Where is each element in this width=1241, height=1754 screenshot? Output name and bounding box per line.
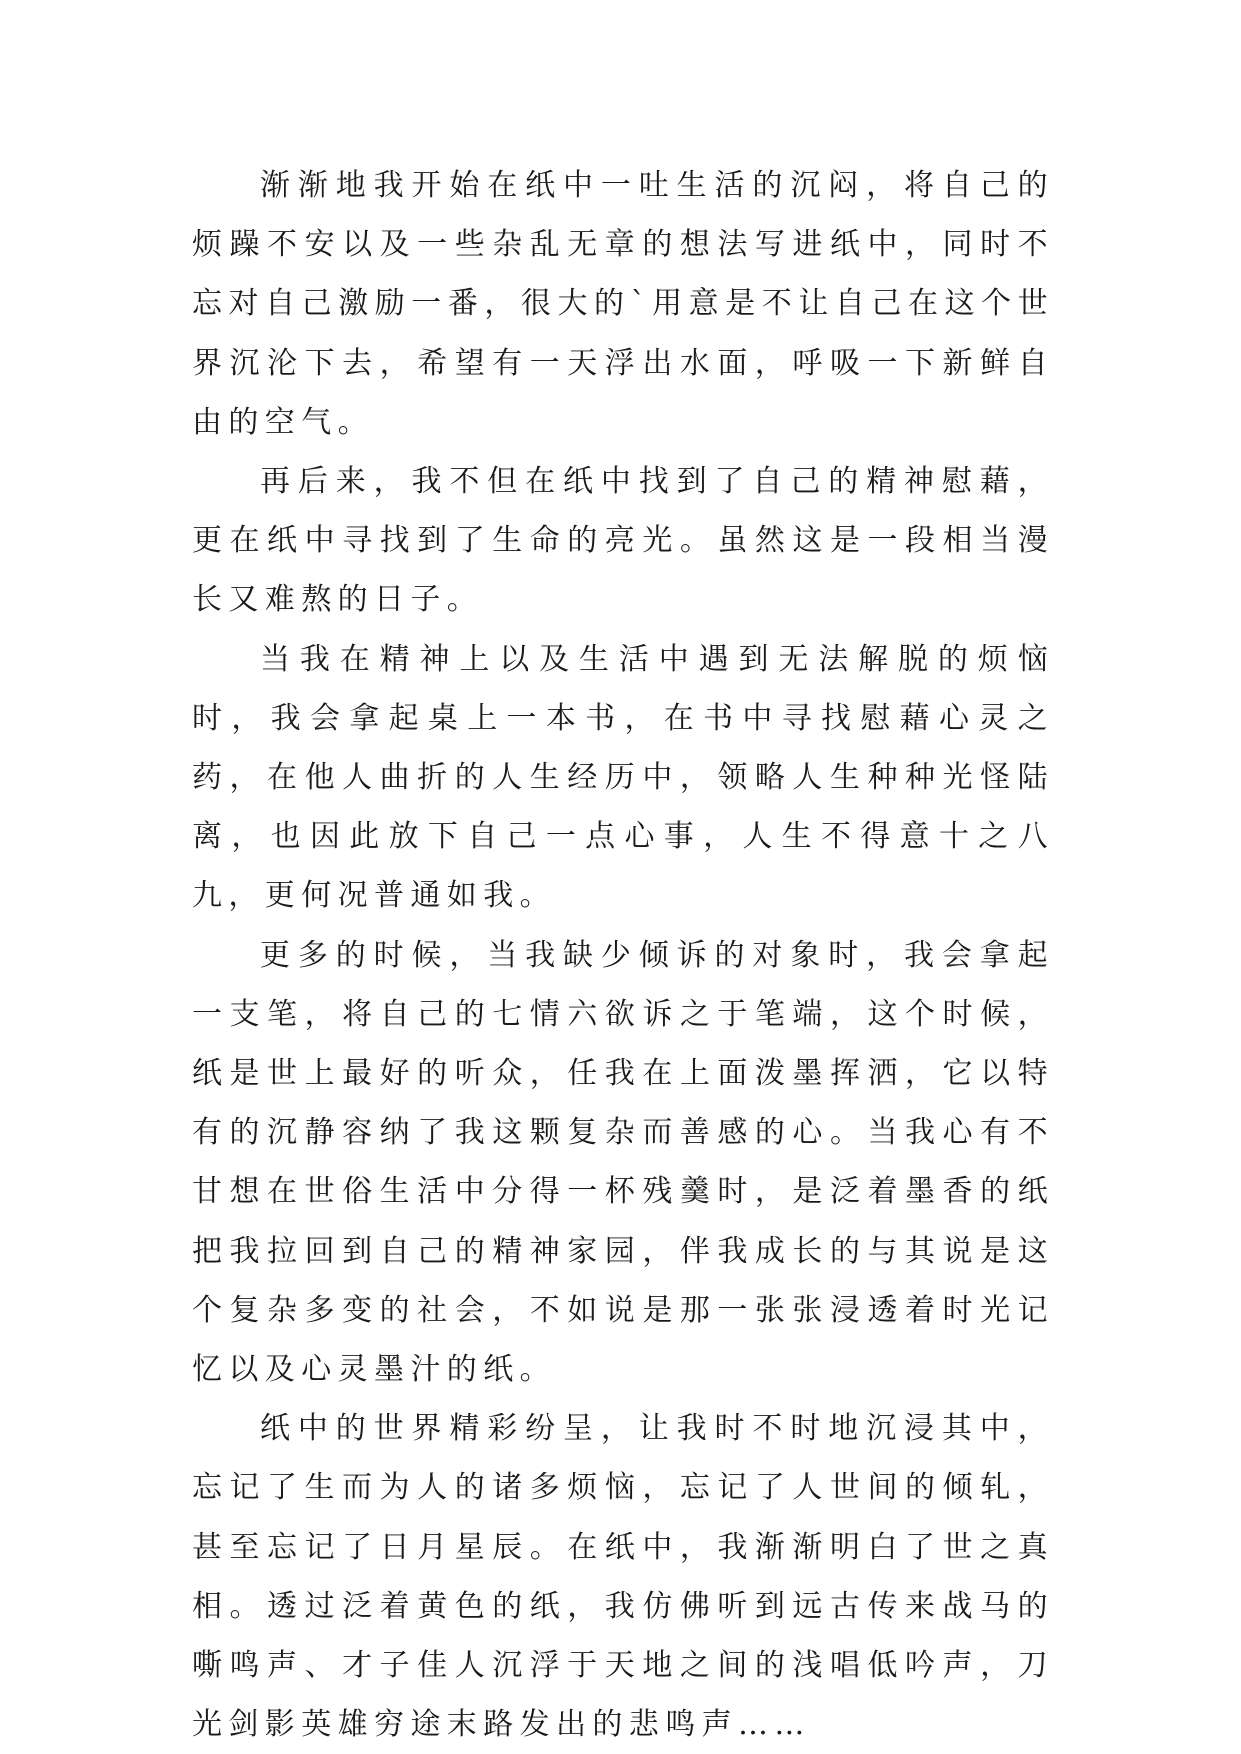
paragraph: 再后来，我不但在纸中找到了自己的精神慰藉，更在纸中寻找到了生命的亮光。虽然这是一段相当漫长又难熬的日子。 bbox=[192, 464, 1054, 618]
paragraph: 渐渐地我开始在纸中一吐生活的沉闷，将自己的烦躁不安以及一些杂乱无章的想法写进纸中，同时不忘对自己激励一番，很大的`用意是不让自己在这个世界沉沦下去，希望有一天浮出水面，呼吸一下新鲜自由的空气。 bbox=[192, 168, 1054, 440]
paragraph: 更多的时候，当我缺少倾诉的对象时，我会拿起一支笔，将自己的七情六欲诉之于笔端，这个时候，纸是世上最好的听众，任我在上面泼墨挥洒，它以特有的沉静容纳了我这颗复杂而善感的心。当我心有不甘想在世俗生活中分得一杯残羹时，是泛着墨香的纸把我拉回到自己的精神家园，伴我成长的与其说是这个复杂多变的社会，不如说是那一张张浸透着时光记忆以及心灵墨汁的纸。 bbox=[192, 937, 1054, 1388]
paragraph: 当我在精神上以及生活中遇到无法解脱的烦恼时，我会拿起桌上一本书，在书中寻找慰藉心灵之药，在他人曲折的人生经历中，领略人生种种光怪陆离，也因此放下自己一点心事，人生不得意十之八九，更何况普通如我。 bbox=[192, 641, 1054, 914]
document-body bbox=[192, 156, 1054, 1754]
paragraph: 纸中的世界精彩纷呈，让我时不时地沉浸其中，忘记了生而为人的诸多烦恼，忘记了人世间的倾轧，甚至忘记了日月星辰。在纸中，我渐渐明白了世之真相。透过泛着黄色的纸，我仿佛听到远古传来战马的嘶鸣声、才子佳人沉浮于天地之间的浅唱低吟声，刀光剑影英雄穷途末路发出的悲鸣声…… bbox=[192, 1411, 1054, 1743]
